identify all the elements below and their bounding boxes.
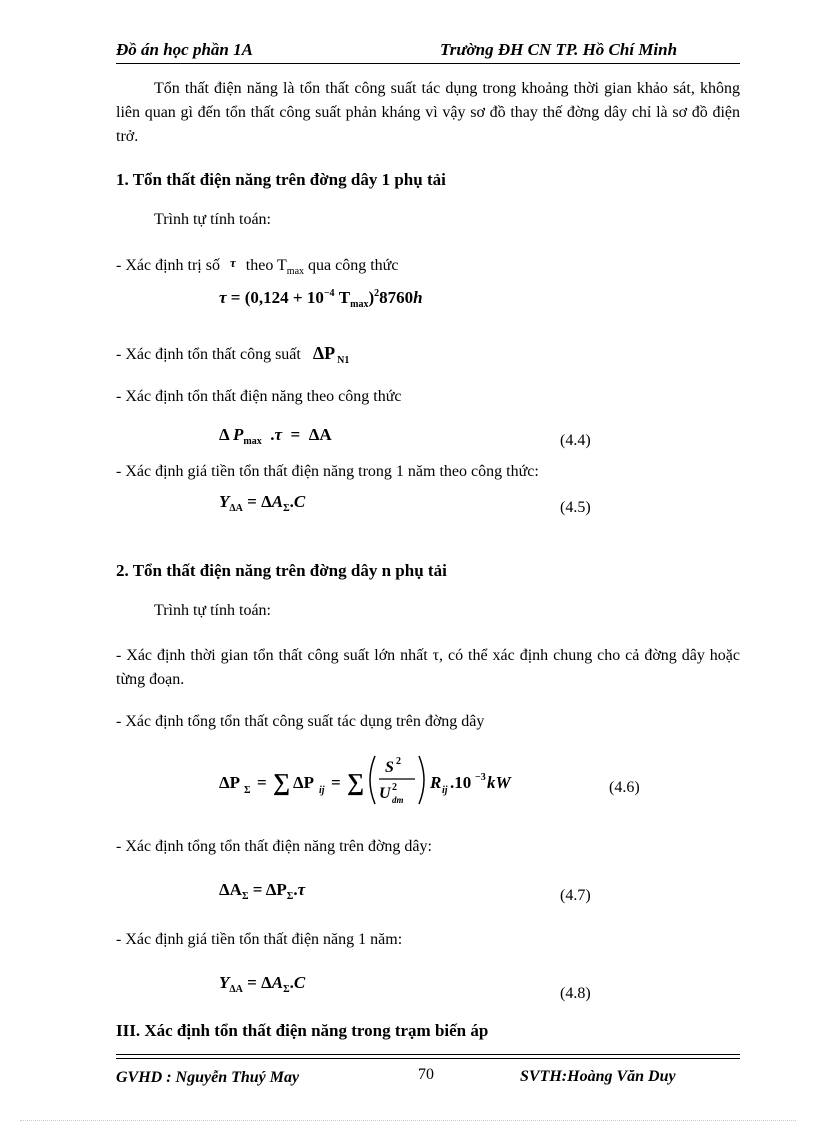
svg-text:−3: −3 bbox=[475, 772, 486, 783]
step1-pre: - Xác định trị số bbox=[116, 257, 220, 274]
equation-4-8: $Y_{\Delta A} = \Delta A_\Sigma.C$ bbox=[219, 973, 306, 995]
svg-text:ij: ij bbox=[442, 785, 448, 796]
formula-tau: $\tau = (0,124 + 10^{-4}$ $T_{max})^28760h$ bbox=[219, 288, 423, 310]
page-edge bbox=[20, 1120, 796, 1121]
section2-steps-label: Trình tự tính toán: bbox=[154, 602, 271, 619]
section2-step4: - Xác định giá tiền tổn thất điện năng 1 năm: bbox=[116, 931, 403, 948]
svg-text:ΔP: ΔP bbox=[293, 773, 315, 792]
step1-post: theo T bbox=[245, 257, 287, 274]
header-left: Đồ án học phần 1A bbox=[116, 40, 253, 59]
svg-text:kW: kW bbox=[487, 773, 511, 792]
step2-symbol: ΔP $_{N1}$ bbox=[312, 343, 350, 366]
equation-4-8-number: (4.8) bbox=[560, 985, 591, 1002]
equation-4-5-number: (4.5) bbox=[560, 499, 591, 516]
svg-text:.10: .10 bbox=[450, 773, 472, 792]
svg-text:=: = bbox=[331, 773, 341, 792]
svg-text:2: 2 bbox=[396, 756, 401, 767]
svg-text:Σ: Σ bbox=[244, 785, 251, 796]
footer-rule-bottom bbox=[116, 1058, 740, 1059]
svg-text:∑: ∑ bbox=[273, 770, 291, 796]
equation-4-5: $Y_{\Delta A} = \Delta A_\Sigma.C$ bbox=[219, 492, 306, 514]
section2-heading: 2. Tổn thất điện năng trên đờng dây n phụ tải bbox=[116, 561, 447, 580]
step1-sub: max bbox=[286, 266, 305, 277]
svg-text:=: = bbox=[257, 773, 267, 792]
equation-4-7: $\Delta A_\Sigma = \Delta P_\Sigma.\tau$ bbox=[219, 880, 306, 902]
equation-4-4-number: (4.4) bbox=[560, 432, 591, 449]
footer-rule-top bbox=[116, 1054, 740, 1055]
footer-right: SVTH:Hoàng Văn Duy bbox=[520, 1068, 676, 1085]
equation-4-6-number: (4.6) bbox=[609, 779, 640, 796]
section2-step1: - Xác định thời gian tổn thất công suất lớn nhất τ, có thể xác định chung cho cả đờng dây hoặc từng đoạn. bbox=[116, 647, 740, 688]
section1-step2 bbox=[116, 343, 349, 366]
intro-paragraph: Tổn thất điện năng là tổn thất công suất tác dụng trong khoảng thời gian khảo sát, không liên quan gì đến tổn thất công suất phản kháng vì vậy sơ đồ thay thế đờng dây chỉ là sơ đồ điện trở. bbox=[116, 80, 740, 145]
section1-step1 bbox=[116, 255, 398, 277]
svg-text:ΔP: ΔP bbox=[219, 773, 241, 792]
svg-text:2: 2 bbox=[392, 782, 397, 793]
equation-4-4: Δ $P_{max}$ .τ = ΔA bbox=[219, 425, 332, 447]
footer-left: GVHD : Nguyễn Thuý May bbox=[116, 1069, 300, 1086]
section1-step3: - Xác định tổn thất điện năng theo công thức bbox=[116, 388, 402, 405]
step2-text: - Xác định tổn thất công suất bbox=[116, 346, 301, 363]
equation-4-6 bbox=[219, 748, 549, 808]
page-number: 70 bbox=[418, 1066, 434, 1083]
tau-symbol: τ bbox=[229, 255, 236, 270]
svg-text:R: R bbox=[430, 773, 442, 792]
step1-end: qua công thức bbox=[308, 257, 399, 274]
svg-text:ij: ij bbox=[319, 785, 325, 796]
section1-heading: 1. Tổn thất điện năng trên đờng dây 1 phụ tải bbox=[116, 170, 446, 189]
section1-step4: - Xác định giá tiền tổn thất điện năng trong 1 năm theo công thức: bbox=[116, 463, 539, 480]
header-right: Trường ĐH CN TP. Hồ Chí Minh bbox=[440, 40, 678, 59]
section2-step3: - Xác định tổng tổn thất điện năng trên đờng dây: bbox=[116, 838, 432, 855]
section1-steps-label: Trình tự tính toán: bbox=[154, 211, 271, 228]
svg-text:U: U bbox=[379, 785, 391, 802]
svg-text:dm: dm bbox=[392, 795, 404, 805]
svg-text:∑: ∑ bbox=[347, 770, 365, 796]
section3-heading: III. Xác định tổn thất điện năng trong trạm biến áp bbox=[116, 1021, 489, 1040]
header-rule bbox=[116, 63, 740, 64]
section2-step2: - Xác định tổng tổn thất công suất tác dụng trên đờng dây bbox=[116, 713, 485, 730]
svg-text:S: S bbox=[385, 759, 394, 776]
equation-4-7-number: (4.7) bbox=[560, 887, 591, 904]
